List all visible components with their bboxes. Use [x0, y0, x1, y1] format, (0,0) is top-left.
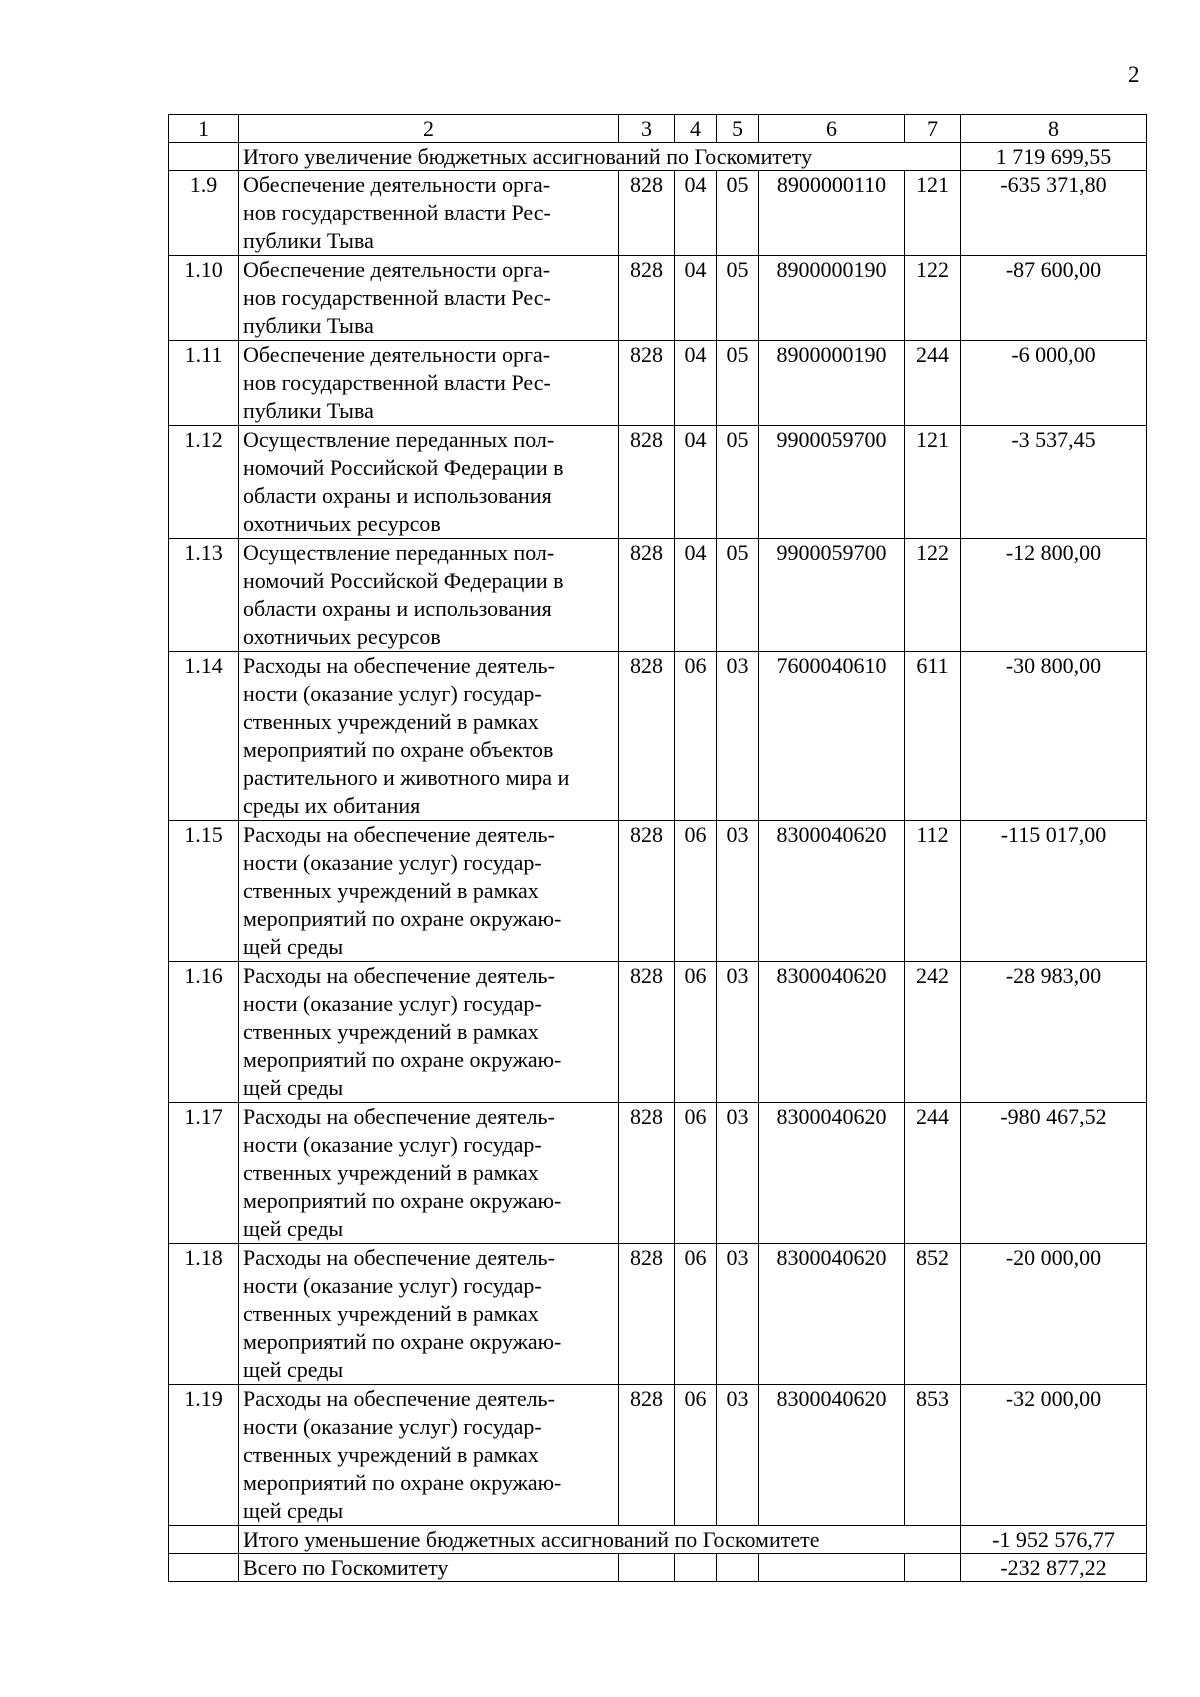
row-description: Расходы на обеспечение деятель- ности (оказание услуг) государ- ственных учреждений в рамках мероприятий по охране окружаю- щей среды [239, 962, 619, 1103]
cell-col5: 05 [717, 171, 759, 256]
budget-table [168, 114, 1147, 1582]
cell-col7: 852 [905, 1244, 961, 1385]
table-row [169, 1103, 1147, 1244]
row-amount: -28 983,00 [961, 962, 1147, 1103]
total-decrease-amount: -1 952 576,77 [961, 1526, 1147, 1554]
cell-col3: 828 [619, 539, 675, 652]
cell-col3: 828 [619, 1103, 675, 1244]
header-cell: 2 [239, 115, 619, 143]
row-amount: -115 017,00 [961, 821, 1147, 962]
cell-col6: 8300040620 [759, 1103, 905, 1244]
row-amount: -32 000,00 [961, 1385, 1147, 1526]
header-cell: 6 [759, 115, 905, 143]
header-cell: 4 [675, 115, 717, 143]
cell-col6: 8300040620 [759, 1244, 905, 1385]
table-row [169, 341, 1147, 426]
cell-col6: 8300040620 [759, 962, 905, 1103]
row-amount: -6 000,00 [961, 341, 1147, 426]
cell-col3: 828 [619, 652, 675, 821]
cell-col4: 04 [675, 171, 717, 256]
header-cell: 5 [717, 115, 759, 143]
row-number: 1.17 [169, 1103, 239, 1244]
cell-col6: 7600040610 [759, 652, 905, 821]
header-cell: 8 [961, 115, 1147, 143]
cell-col3: 828 [619, 962, 675, 1103]
total-decrease-row [169, 1526, 1147, 1554]
empty-cell [169, 1554, 239, 1582]
empty-cell [905, 1554, 961, 1582]
row-description: Обеспечение деятельности орга- нов государственной власти Рес- публики Тыва [239, 171, 619, 256]
table-row [169, 1385, 1147, 1526]
cell-col7: 244 [905, 341, 961, 426]
cell-col4: 06 [675, 1244, 717, 1385]
row-number: 1.9 [169, 171, 239, 256]
cell-col5: 03 [717, 821, 759, 962]
header-cell: 3 [619, 115, 675, 143]
table-row [169, 539, 1147, 652]
grand-total-amount: -232 877,22 [961, 1554, 1147, 1582]
cell-col5: 03 [717, 1244, 759, 1385]
cell-col6: 8900000110 [759, 171, 905, 256]
cell-col4: 06 [675, 1103, 717, 1244]
cell-col3: 828 [619, 341, 675, 426]
cell-col6: 8300040620 [759, 821, 905, 962]
cell-col3: 828 [619, 426, 675, 539]
cell-col7: 611 [905, 652, 961, 821]
row-amount: -980 467,52 [961, 1103, 1147, 1244]
cell-col4: 04 [675, 539, 717, 652]
row-number: 1.12 [169, 426, 239, 539]
row-amount: -12 800,00 [961, 539, 1147, 652]
cell-col4: 04 [675, 256, 717, 341]
cell-col4: 06 [675, 821, 717, 962]
table-row [169, 821, 1147, 962]
row-number: 1.18 [169, 1244, 239, 1385]
cell-col5: 03 [717, 962, 759, 1103]
total-decrease-label: Итого уменьшение бюджетных ассигнований по Госкомитете [239, 1526, 961, 1554]
row-amount: -3 537,45 [961, 426, 1147, 539]
cell-col7: 121 [905, 426, 961, 539]
total-increase-label: Итого увеличение бюджетных ассигнований по Госкомитету [239, 143, 961, 171]
header-cell: 7 [905, 115, 961, 143]
cell-col3: 828 [619, 1244, 675, 1385]
grand-total-row [169, 1554, 1147, 1582]
cell-col7: 122 [905, 256, 961, 341]
cell-col5: 03 [717, 1103, 759, 1244]
header-cell: 1 [169, 115, 239, 143]
cell-col6: 9900059700 [759, 539, 905, 652]
cell-col6: 8900000190 [759, 256, 905, 341]
cell-col7: 853 [905, 1385, 961, 1526]
cell-col6: 8300040620 [759, 1385, 905, 1526]
row-number: 1.16 [169, 962, 239, 1103]
cell-col4: 06 [675, 1385, 717, 1526]
cell-col7: 244 [905, 1103, 961, 1244]
empty-cell [675, 1554, 717, 1582]
cell-col3: 828 [619, 821, 675, 962]
grand-total-label: Всего по Госкомитету [239, 1554, 619, 1582]
cell-col7: 242 [905, 962, 961, 1103]
row-description: Обеспечение деятельности орга- нов государственной власти Рес- публики Тыва [239, 341, 619, 426]
empty-cell [619, 1554, 675, 1582]
cell-col7: 112 [905, 821, 961, 962]
header-row [169, 115, 1147, 143]
cell-col7: 122 [905, 539, 961, 652]
cell-col6: 8900000190 [759, 341, 905, 426]
empty-cell [759, 1554, 905, 1582]
table-row [169, 652, 1147, 821]
row-number: 1.10 [169, 256, 239, 341]
row-description: Осуществление переданных пол- номочий Российской Федерации в области охраны и использования охотничьих ресурсов [239, 539, 619, 652]
row-description: Расходы на обеспечение деятель- ности (оказание услуг) государ- ственных учреждений в рамках мероприятий по охране объектов растительного и животного мира и среды их обитания [239, 652, 619, 821]
row-number: 1.19 [169, 1385, 239, 1526]
total-increase-amount: 1 719 699,55 [961, 143, 1147, 171]
cell-col5: 05 [717, 539, 759, 652]
row-number: 1.14 [169, 652, 239, 821]
cell-col7: 121 [905, 171, 961, 256]
empty-cell [169, 1526, 239, 1554]
row-description: Расходы на обеспечение деятель- ности (оказание услуг) государ- ственных учреждений в рамках мероприятий по охране окружаю- щей среды [239, 821, 619, 962]
row-amount: -635 371,80 [961, 171, 1147, 256]
table-row [169, 962, 1147, 1103]
row-description: Расходы на обеспечение деятель- ности (оказание услуг) государ- ственных учреждений в рамках мероприятий по охране окружаю- щей среды [239, 1385, 619, 1526]
cell-col5: 05 [717, 256, 759, 341]
page-number: 2 [1128, 62, 1140, 87]
table-row [169, 1244, 1147, 1385]
row-number: 1.13 [169, 539, 239, 652]
row-description: Расходы на обеспечение деятель- ности (оказание услуг) государ- ственных учреждений в рамках мероприятий по охране окружаю- щей среды [239, 1103, 619, 1244]
table-row [169, 256, 1147, 341]
row-number: 1.15 [169, 821, 239, 962]
row-number: 1.11 [169, 341, 239, 426]
cell-col5: 05 [717, 426, 759, 539]
cell-col5: 05 [717, 341, 759, 426]
total-increase-row [169, 143, 1147, 171]
cell-col5: 03 [717, 652, 759, 821]
row-description: Обеспечение деятельности орга- нов государственной власти Рес- публики Тыва [239, 256, 619, 341]
row-description: Осуществление переданных пол- номочий Российской Федерации в области охраны и использования охотничьих ресурсов [239, 426, 619, 539]
cell-col4: 06 [675, 962, 717, 1103]
cell-col3: 828 [619, 171, 675, 256]
row-amount: -20 000,00 [961, 1244, 1147, 1385]
cell-col4: 04 [675, 426, 717, 539]
cell-col4: 06 [675, 652, 717, 821]
cell-col5: 03 [717, 1385, 759, 1526]
cell-col3: 828 [619, 1385, 675, 1526]
empty-cell [717, 1554, 759, 1582]
table-row [169, 426, 1147, 539]
row-amount: -30 800,00 [961, 652, 1147, 821]
row-description: Расходы на обеспечение деятель- ности (оказание услуг) государ- ственных учреждений в рамках мероприятий по охране окружаю- щей среды [239, 1244, 619, 1385]
cell-col4: 04 [675, 341, 717, 426]
table-row [169, 171, 1147, 256]
cell-col3: 828 [619, 256, 675, 341]
empty-cell [169, 143, 239, 171]
cell-col6: 9900059700 [759, 426, 905, 539]
row-amount: -87 600,00 [961, 256, 1147, 341]
